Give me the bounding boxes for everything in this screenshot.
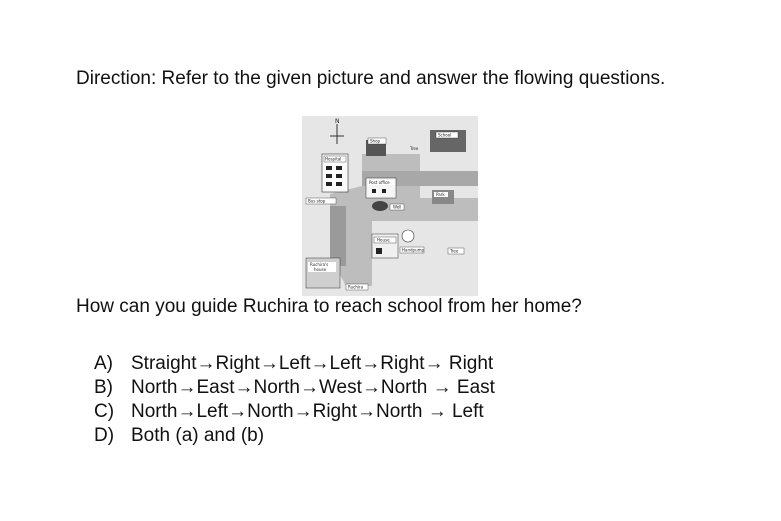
option-text: Straight→Right→Left→Left→Right→ Right bbox=[131, 353, 494, 374]
handpump-label: Handpump bbox=[402, 247, 425, 253]
park-area bbox=[432, 190, 454, 204]
post-office-label: Post office bbox=[369, 180, 390, 185]
school-building bbox=[430, 130, 466, 152]
option-text: Both (a) and (b) bbox=[131, 425, 265, 446]
option-letter: D) bbox=[94, 425, 115, 446]
ruchira-house-label-line1: Ruchira's bbox=[310, 262, 329, 267]
answer-options bbox=[94, 352, 495, 448]
direction-text: Direction: Refer to the given picture and answer the flowing questions. bbox=[76, 68, 666, 89]
option-d bbox=[94, 424, 495, 448]
map-picture bbox=[302, 116, 478, 296]
well-label: Well bbox=[393, 204, 402, 210]
bus-stop-label: Bus stop bbox=[308, 198, 326, 204]
compass-label: N bbox=[335, 118, 340, 125]
option-letter: A) bbox=[94, 353, 113, 374]
tree-top-label: Tree bbox=[410, 146, 419, 151]
option-text: North→East→North→West→North → East bbox=[131, 377, 495, 398]
post-office-building bbox=[366, 178, 396, 198]
house-building bbox=[372, 234, 398, 258]
shop-label: Shop bbox=[370, 138, 381, 144]
shop-building bbox=[366, 138, 386, 156]
option-a bbox=[94, 352, 495, 376]
option-text: North→Left→North→Right→North → Left bbox=[131, 401, 484, 422]
option-letter: C) bbox=[94, 401, 115, 422]
ruchira-house-label-line2: house bbox=[314, 267, 327, 272]
house-label: House bbox=[377, 237, 390, 243]
option-c bbox=[94, 400, 495, 424]
option-b bbox=[94, 376, 495, 400]
hospital-building bbox=[322, 154, 348, 192]
tree-right-label: Tree bbox=[450, 248, 459, 254]
ruchira-house-building bbox=[306, 258, 340, 288]
ruchira-label: Ruchira bbox=[348, 284, 364, 290]
hospital-label: Hospital bbox=[325, 156, 342, 162]
school-label: School bbox=[438, 132, 452, 138]
question-text: How can you guide Ruchira to reach school from her home? bbox=[76, 296, 582, 317]
option-letter: B) bbox=[94, 377, 113, 398]
park-label: Park bbox=[436, 192, 445, 197]
